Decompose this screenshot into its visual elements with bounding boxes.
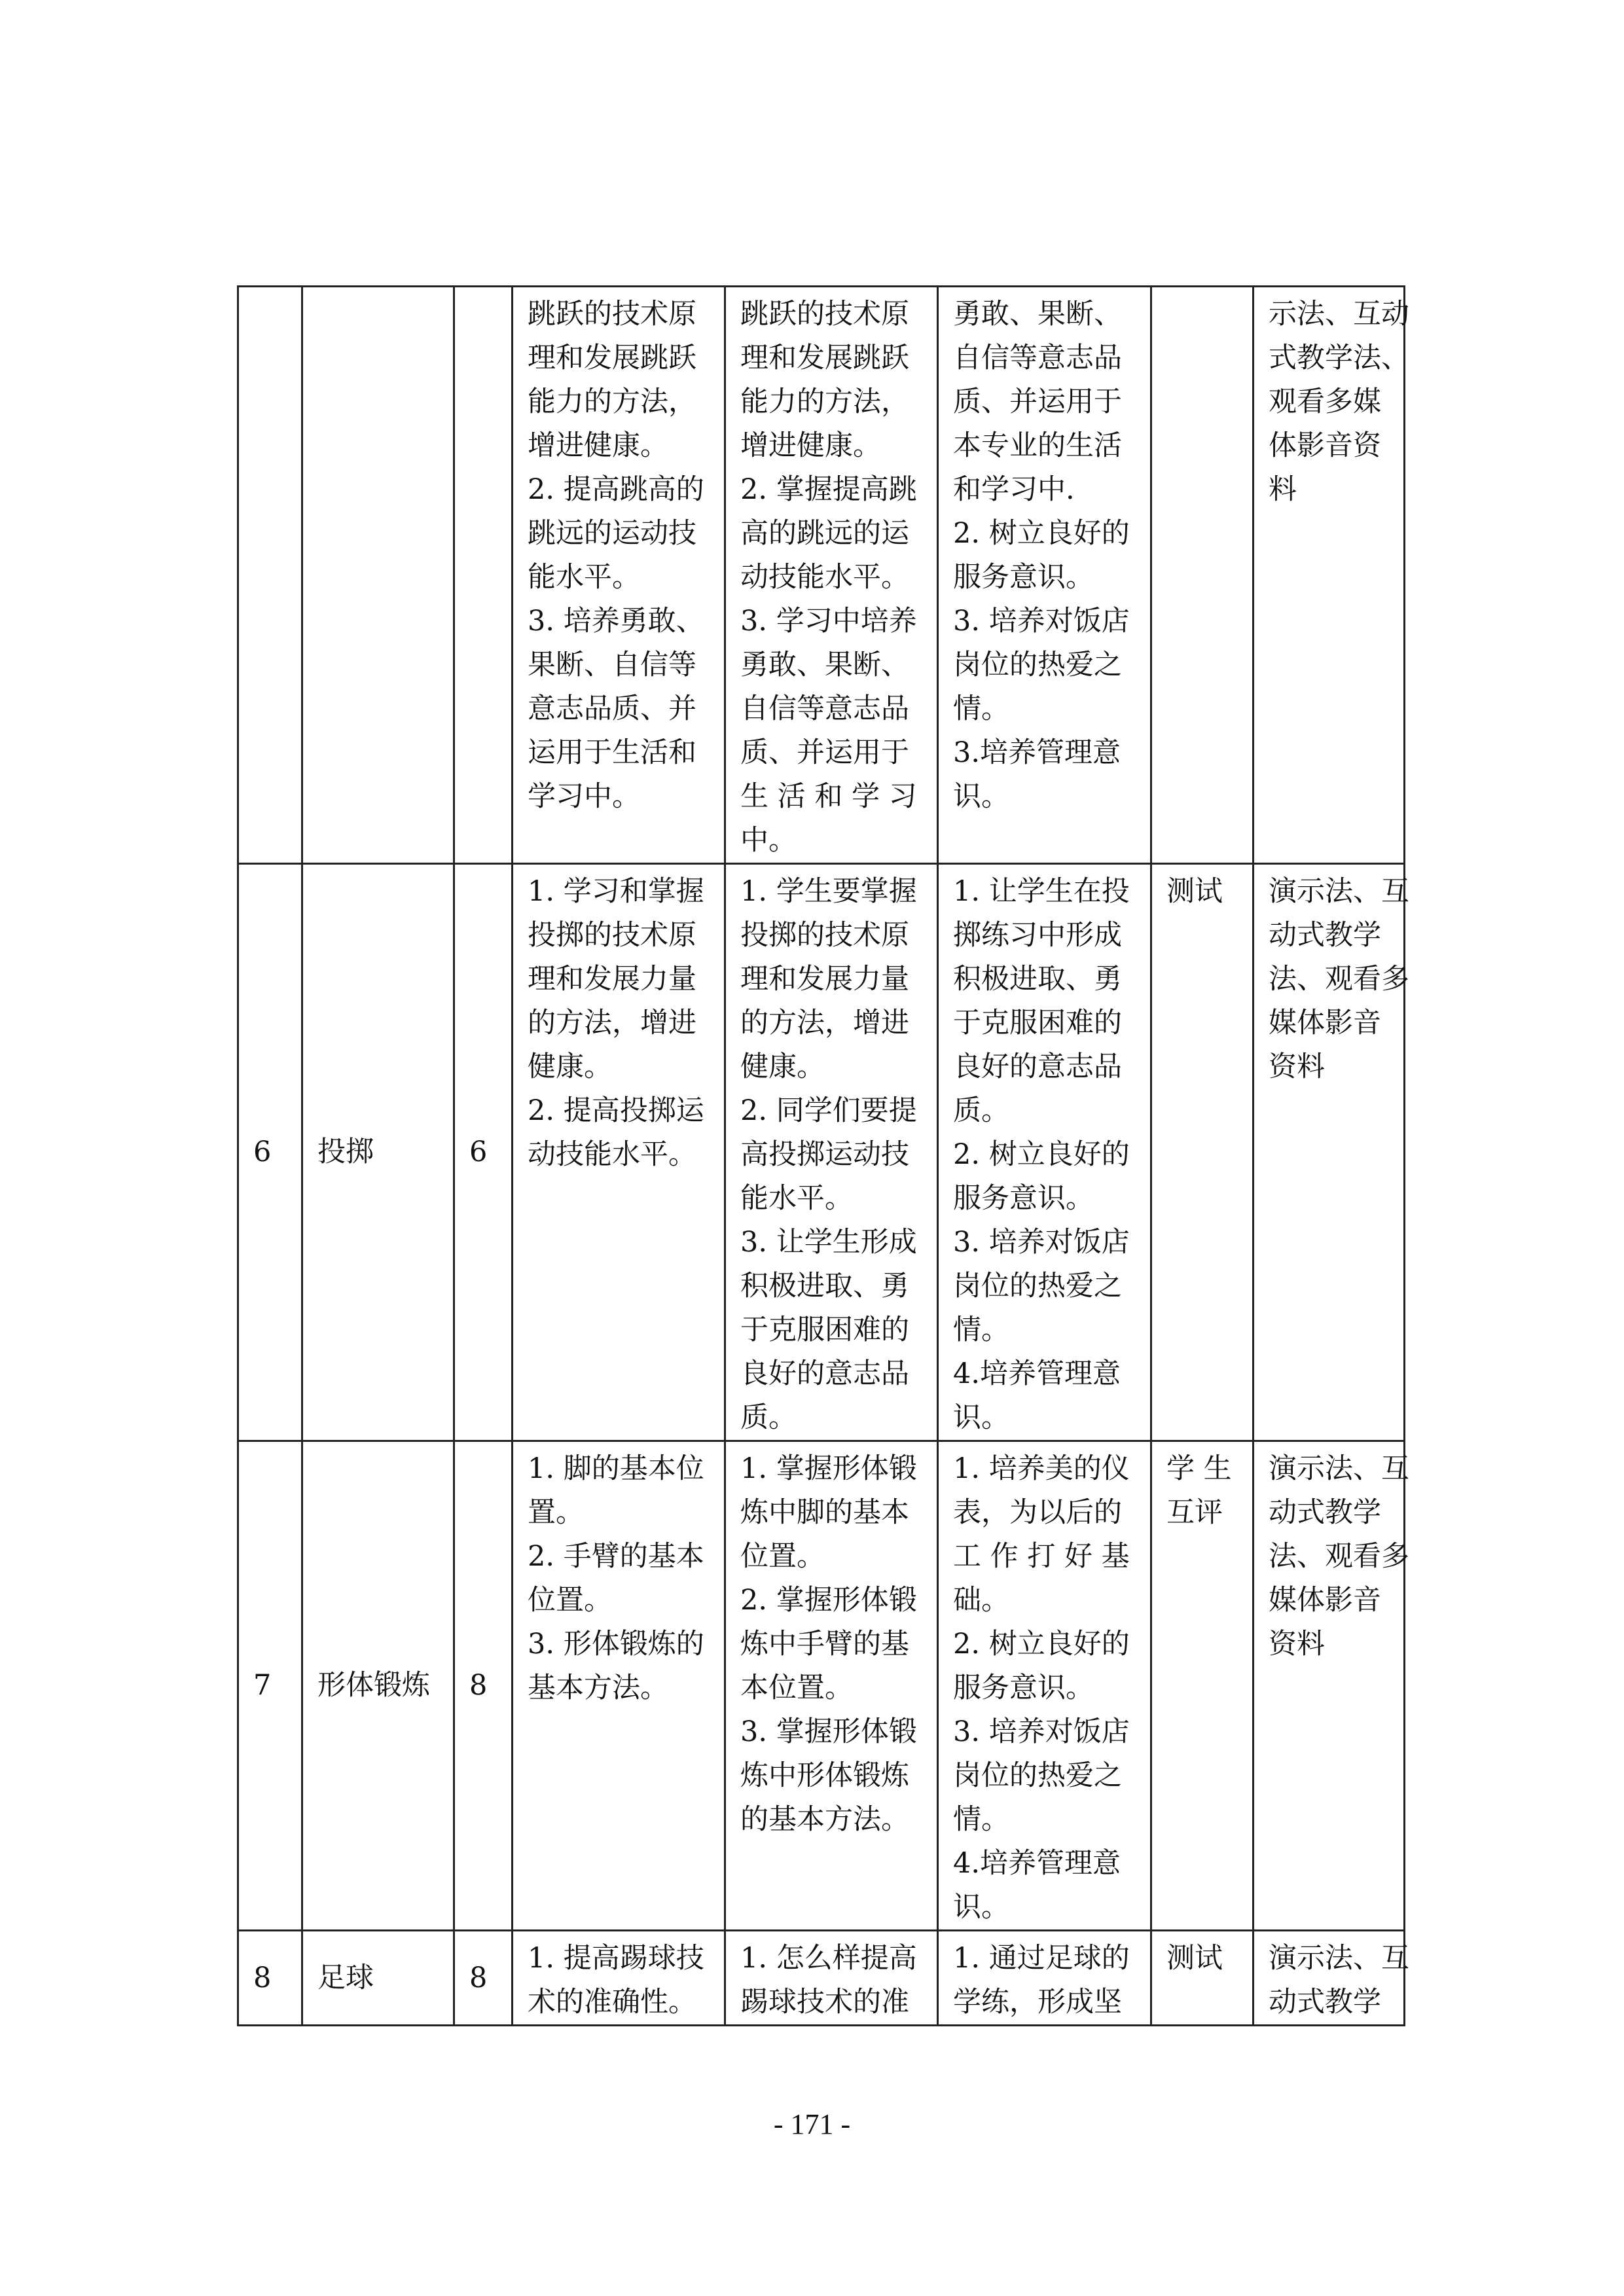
cell-requirements-line: 生 活 和 学 习	[740, 780, 917, 813]
table-row	[238, 1441, 1405, 1931]
cell-content-line: 能力的方法，	[528, 386, 696, 418]
cell-requirements-line: 投掷的技术原	[740, 919, 909, 952]
cell-goals-line: 学练，形成坚	[953, 1986, 1122, 2018]
cell-requirements-line: 的基本方法。	[740, 1803, 909, 1836]
cell-requirements-line: 质。	[740, 1401, 797, 1434]
cell-content	[513, 1441, 725, 1931]
cell-content-line: 置。	[528, 1496, 584, 1529]
cell-methods-line: 资料	[1269, 1050, 1325, 1083]
cell-goals-line: 情。	[953, 1314, 1009, 1346]
table-row	[238, 1931, 1405, 2026]
cell-topic	[302, 864, 454, 1441]
cell-assessment	[1151, 864, 1254, 1441]
cell-topic	[302, 287, 454, 864]
cell-assessment	[1151, 1441, 1254, 1931]
cell-methods	[1254, 287, 1409, 864]
cell-content-line: 理和发展跳跃	[528, 342, 696, 374]
cell-content	[513, 1931, 725, 2026]
cell-requirements-line: 高投掷运动技	[740, 1138, 909, 1171]
cell-goals-line: 自信等意志品	[953, 342, 1122, 374]
table-row	[238, 287, 1405, 864]
cell-content-line: 果断、自信等	[528, 649, 696, 681]
cell-number-text: 8	[253, 1961, 272, 1994]
cell-requirements-line: 健康。	[740, 1050, 825, 1083]
cell-hours-text: 8	[469, 1669, 488, 1702]
cell-content-line: 健康。	[528, 1050, 612, 1083]
cell-content-line: 2. 提高投掷运	[528, 1094, 704, 1127]
cell-methods-line: 法、观看多	[1269, 1540, 1409, 1573]
cell-content	[513, 287, 725, 864]
cell-goals-line: 3. 培养对饭店	[953, 605, 1130, 637]
cell-requirements-line: 炼中手臂的基	[740, 1628, 909, 1660]
cell-content-line: 3. 形体锻炼的	[528, 1628, 704, 1660]
cell-methods-line: 演示法、互	[1269, 1452, 1409, 1485]
cell-goals	[938, 1441, 1151, 1931]
cell-requirements-line: 3. 掌握形体锻	[740, 1715, 917, 1748]
cell-assessment-line: 测试	[1166, 1942, 1223, 1975]
cell-goals-line: 情。	[953, 692, 1009, 725]
cell-requirements	[725, 1441, 938, 1931]
cell-requirements-line: 3. 学习中培养	[740, 605, 917, 637]
cell-number	[238, 1441, 302, 1931]
cell-requirements-line: 于克服困难的	[740, 1314, 909, 1346]
cell-methods-line: 演示法、互	[1269, 875, 1409, 908]
cell-content-line: 1. 脚的基本位	[528, 1452, 704, 1485]
cell-goals-line: 4.培养管理意	[953, 1847, 1121, 1880]
cell-goals-line: 表，为以后的	[953, 1496, 1122, 1529]
cell-methods	[1254, 1441, 1409, 1931]
cell-requirements	[725, 1931, 938, 2026]
cell-requirements-line: 能力的方法，	[740, 386, 909, 418]
cell-goals-line: 质、并运用于	[953, 386, 1122, 418]
cell-assessment-line: 学 生	[1166, 1452, 1232, 1485]
cell-topic-text: 投掷	[317, 1136, 374, 1168]
cell-goals-line: 服务意识。	[953, 1672, 1094, 1704]
cell-goals-line: 和学习中.	[953, 473, 1075, 506]
cell-content-line: 动技能水平。	[528, 1138, 696, 1171]
cell-number	[238, 1931, 302, 2026]
cell-requirements-line: 2. 掌握提高跳	[740, 473, 917, 506]
cell-assessment-line: 互评	[1166, 1496, 1223, 1529]
cell-requirements-line: 本位置。	[740, 1672, 853, 1704]
cell-requirements	[725, 864, 938, 1441]
cell-content-line: 意志品质、并	[528, 692, 696, 725]
cell-requirements-line: 2. 掌握形体锻	[740, 1584, 917, 1617]
cell-requirements-line: 理和发展力量	[740, 963, 909, 996]
cell-requirements-line: 自信等意志品	[740, 692, 909, 725]
cell-goals-line: 服务意识。	[953, 1182, 1094, 1215]
cell-content-line: 2. 手臂的基本	[528, 1540, 704, 1573]
cell-topic	[302, 1931, 454, 2026]
cell-hours-text: 6	[469, 1136, 488, 1168]
cell-requirements-line: 1. 掌握形体锻	[740, 1452, 917, 1485]
cell-goals-line: 服务意识。	[953, 561, 1094, 594]
cell-number-text: 6	[253, 1136, 272, 1168]
cell-requirements-line: 增进健康。	[740, 429, 881, 462]
cell-hours	[454, 1931, 513, 2026]
cell-methods-line: 媒体影音	[1269, 1584, 1381, 1617]
cell-content-line: 能水平。	[528, 561, 640, 594]
cell-content-line: 3. 培养勇敢、	[528, 605, 704, 637]
cell-goals-line: 3. 培养对饭店	[953, 1226, 1130, 1259]
cell-goals-line: 2. 树立良好的	[953, 1138, 1130, 1171]
cell-requirements-line: 的方法，增进	[740, 1007, 909, 1039]
cell-topic-text: 形体锻炼	[317, 1669, 430, 1702]
cell-methods-line: 动式教学	[1269, 1496, 1381, 1529]
cell-assessment	[1151, 1931, 1254, 2026]
cell-goals-line: 3. 培养对饭店	[953, 1715, 1130, 1748]
cell-content-line: 投掷的技术原	[528, 919, 696, 952]
cell-goals-line: 掷练习中形成	[953, 919, 1122, 952]
cell-goals-line: 工 作 打 好 基	[953, 1540, 1130, 1573]
cell-requirements-line: 位置。	[740, 1540, 825, 1573]
cell-methods-line: 演示法、互	[1269, 1942, 1409, 1975]
cell-number	[238, 287, 302, 864]
cell-goals	[938, 864, 1151, 1441]
cell-goals-line: 识。	[953, 1891, 1009, 1924]
cell-requirements-line: 理和发展跳跃	[740, 342, 909, 374]
cell-number-text: 7	[253, 1669, 272, 1702]
cell-goals-line: 良好的意志品	[953, 1050, 1122, 1083]
cell-content-line: 2. 提高跳高的	[528, 473, 704, 506]
cell-goals-line: 2. 树立良好的	[953, 1628, 1130, 1660]
cell-goals-line: 2. 树立良好的	[953, 517, 1130, 550]
page-number: - 171 -	[773, 2108, 851, 2140]
cell-goals-line: 勇敢、果断、	[953, 298, 1122, 331]
cell-methods-line: 资料	[1269, 1628, 1325, 1660]
curriculum-table	[237, 285, 1409, 2026]
cell-content-line: 学习中。	[528, 780, 640, 813]
cell-requirements-line: 炼中形体锻炼	[740, 1759, 909, 1792]
cell-methods-line: 示法、互动	[1269, 298, 1409, 331]
cell-requirements-line: 踢球技术的准	[740, 1986, 909, 2018]
cell-goals-line: 识。	[953, 780, 1009, 813]
cell-requirements-line: 2. 同学们要提	[740, 1094, 917, 1127]
cell-topic-text: 足球	[317, 1961, 374, 1994]
cell-requirements-line: 1. 怎么样提高	[740, 1942, 917, 1975]
table-body	[238, 287, 1409, 2026]
cell-requirements-line: 高的跳远的运	[740, 517, 909, 550]
cell-goals-line: 积极进取、勇	[953, 963, 1122, 996]
cell-goals-line: 1. 让学生在投	[953, 875, 1130, 908]
cell-hours-text: 8	[469, 1961, 488, 1994]
cell-methods-line: 料	[1269, 473, 1297, 506]
cell-hours	[454, 864, 513, 1441]
cell-methods-line: 动式教学	[1269, 919, 1381, 952]
cell-requirements-line: 中。	[740, 824, 797, 857]
table-row	[238, 864, 1405, 1441]
cell-requirements-line: 1. 学生要掌握	[740, 875, 917, 908]
cell-requirements	[725, 287, 938, 864]
cell-content-line: 增进健康。	[528, 429, 668, 462]
cell-goals-line: 岗位的热爱之	[953, 1270, 1122, 1302]
cell-hours	[454, 1441, 513, 1931]
cell-hours	[454, 287, 513, 864]
cell-requirements-line: 3. 让学生形成	[740, 1226, 917, 1259]
cell-topic	[302, 1441, 454, 1931]
cell-requirements-line: 跳跃的技术原	[740, 298, 909, 331]
cell-methods-line: 观看多媒	[1269, 386, 1381, 418]
cell-content-line: 的方法，增进	[528, 1007, 696, 1039]
cell-methods-line: 法、观看多	[1269, 963, 1409, 996]
cell-methods	[1254, 864, 1409, 1441]
cell-requirements-line: 炼中脚的基本	[740, 1496, 909, 1529]
cell-goals-line: 本专业的生活	[953, 429, 1122, 462]
cell-requirements-line: 动技能水平。	[740, 561, 909, 594]
cell-content-line: 基本方法。	[528, 1672, 668, 1704]
cell-content-line: 运用于生活和	[528, 736, 696, 769]
cell-requirements-line: 积极进取、勇	[740, 1270, 909, 1302]
cell-goals	[938, 1931, 1151, 2026]
cell-goals-line: 岗位的热爱之	[953, 649, 1122, 681]
cell-content	[513, 864, 725, 1441]
cell-methods-line: 式教学法、	[1269, 342, 1409, 374]
cell-requirements-line: 能水平。	[740, 1182, 853, 1215]
cell-assessment-line: 测试	[1166, 875, 1223, 908]
cell-requirements-line: 质、并运用于	[740, 736, 909, 769]
cell-methods-line: 动式教学	[1269, 1986, 1381, 2018]
cell-content-line: 位置。	[528, 1584, 612, 1617]
cell-content-line: 1. 学习和掌握	[528, 875, 704, 908]
cell-content-line: 理和发展力量	[528, 963, 696, 996]
cell-methods	[1254, 1931, 1409, 2026]
cell-content-line: 跳远的运动技	[528, 517, 696, 550]
cell-goals-line: 4.培养管理意	[953, 1357, 1121, 1390]
cell-goals-line: 于克服困难的	[953, 1007, 1122, 1039]
cell-content-line: 术的准确性。	[528, 1986, 696, 2018]
cell-content-line: 1. 提高踢球技	[528, 1942, 704, 1975]
cell-requirements-line: 勇敢、果断、	[740, 649, 909, 681]
cell-goals-line: 1. 通过足球的	[953, 1942, 1130, 1975]
cell-goals-line: 情。	[953, 1803, 1009, 1836]
cell-content-line: 跳跃的技术原	[528, 298, 696, 331]
cell-methods-line: 媒体影音	[1269, 1007, 1381, 1039]
cell-goals-line: 1. 培养美的仪	[953, 1452, 1130, 1485]
cell-assessment	[1151, 287, 1254, 864]
cell-number	[238, 864, 302, 1441]
cell-goals	[938, 287, 1151, 864]
cell-requirements-line: 良好的意志品	[740, 1357, 909, 1390]
cell-goals-line: 岗位的热爱之	[953, 1759, 1122, 1792]
cell-goals-line: 3.培养管理意	[953, 736, 1121, 769]
cell-methods-line: 体影音资	[1269, 429, 1381, 462]
cell-goals-line: 识。	[953, 1401, 1009, 1434]
cell-goals-line: 础。	[953, 1584, 1009, 1617]
cell-goals-line: 质。	[953, 1094, 1009, 1127]
